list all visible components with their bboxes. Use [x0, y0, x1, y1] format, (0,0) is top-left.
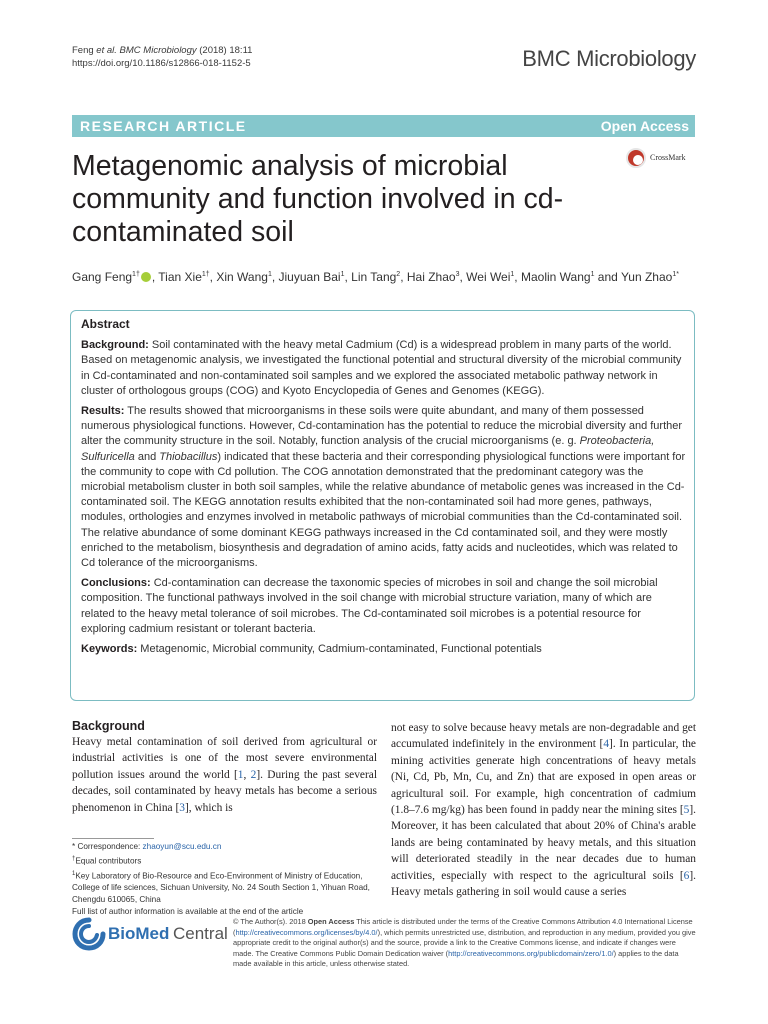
- license-link[interactable]: http://creativecommons.org/licenses/by/4.0/: [235, 927, 378, 937]
- body-right-column: [391, 720, 696, 900]
- abstract-heading: Abstract: [81, 317, 130, 331]
- public-domain-link[interactable]: http://creativecommons.org/publicdomain/zero/1.0/: [448, 948, 614, 958]
- crossmark-icon: [626, 148, 646, 168]
- footnote-divider: [72, 838, 154, 839]
- citation-line: Feng et al. BMC Microbiology (2018) 18:11: [72, 45, 253, 56]
- article-title: Metagenomic analysis of microbial community and function involved in cd-contaminated soil: [72, 150, 564, 248]
- full-author-info-note: Full list of author information is available at the end of the article: [72, 907, 304, 917]
- citation-ref[interactable]: 1: [237, 768, 244, 781]
- author-name: Hai Zhao$^3$: [406, 270, 460, 284]
- orcid-icon[interactable]: [141, 272, 151, 282]
- doi-link[interactable]: https://doi.org/10.1186/s12866-018-1152-5: [72, 58, 251, 69]
- correspondence-email[interactable]: zhaoyun@scu.edu.cn: [142, 842, 222, 851]
- citation-ref[interactable]: 2: [250, 768, 257, 781]
- author-name: Wei Wei$^1$: [466, 270, 515, 284]
- footnotes: [72, 841, 377, 918]
- journal-brand: BMC Microbiology: [522, 46, 696, 71]
- journal-name: BMC Microbiology: [119, 45, 197, 56]
- author-name: Maolin Wang$^1$: [520, 270, 595, 284]
- author-list: Gang Feng$^{1\dagger}$ , Tian Xie$^{1\dagger}$, Xin Wang$^1$, Jiuyuan Bai$^1$, Lin Tang$^2$, Hai Zhao$^3$, Wei Wei$^1$, Maolin Wang$^1$ and Yun Zhao$^{1*}$: [72, 270, 679, 284]
- abstract-keywords: Keywords: Metagenomic, Microbial community, Cadmium-contaminated, Functional potentials: [81, 643, 542, 656]
- license-statement: © The Author(s). 2018 Open Access This article is distributed under the terms of the Creative Commons Attribution 4.0 International License (http://creativecommons.org/licenses/by/4.0/), which permits unrestricted use, distribution, and reproduction in any medium, provided you give appropriate credit to the original author(s) and the source, provide a link to the Creative Commons license, and indicate if changes were made. The Creative Commons Public Domain Dedication waiver (http://creativecommons.org/publicdomain/zero/1.0/) applies to the data made available in this article, unless otherwise stated.: [233, 917, 696, 969]
- citation-header: [72, 44, 252, 70]
- author-name: Jiuyuan Bai$^1$: [278, 270, 345, 284]
- citation-ref[interactable]: 5: [683, 804, 690, 817]
- body-left-column: [72, 718, 377, 816]
- equal-contributors-note: †Equal contributors: [72, 856, 142, 866]
- logo-text-central: Central: [173, 924, 228, 943]
- author-name: Yun Zhao$^{1*}$: [620, 270, 679, 284]
- author-name: Tian Xie$^{1\dagger}$: [158, 270, 210, 284]
- author-name: Gang Feng$^{1\dagger}$: [72, 270, 152, 284]
- article-type-label: RESEARCH ARTICLE: [80, 118, 247, 134]
- abstract-conclusions: Conclusions: Cd-contamination can decrease the taxonomic species of microbes in soil and change the soil microbial composition. The functional pathways involved in the soil change with microbial structure variation, many of which are related to the heavy metal tolerance of soil microbes. The Cd-contaminated soil microbes is a potential resource for exploring cadmium resistant or tolerant bacteria.: [81, 577, 658, 635]
- abstract-results: Results: The results showed that microorganisms in these soils were quite abundant, and many of them possessed numerous physiological functions. However, Cd-contamination has the potential to reduce the microbial diversity and further alter the community structure in the soil. Notably, function analysis of the crucial microorganisms (e. g. Proteobacteria, Sulfuricella and Thiobacillus) indicated that these bacteria and their corresponding physiological functions were important for the community to cope with Cd pollution. The COG annotation demonstrated that the predominant category was the microbial metabolism cluster in both soil samples, while the relative abundance of metabolic genes was increased in the Cd-contaminated soil. The KEGG annotation results exhibited that the non-contaminated soil had more genes, pathways, modules, orthologies and enzymes involved in metabolic pathways of microbial communities than the Cd-contaminated soil. The relative abundance of some dominant KEGG pathways increased in the Cd contaminated soil, and they were mostly enriched to the metabolism, biosynthesis and degradation of amino acids, fatty acids and nucleotides, which was related to Cd tolerance of the microorganisms.: [81, 405, 686, 570]
- section-heading-background: Background: [72, 719, 145, 733]
- author-name: Xin Wang$^1$: [216, 270, 272, 284]
- crossmark-label: CrossMark: [650, 153, 686, 162]
- body-paragraph: Heavy metal contamination of soil derived from agricultural or industrial activities is one of the most severe environmental pollution issues around the world [1, 2]. During the past several decades, soil contaminated by heavy metals has become a serious phenomenon in China [3], which is: [72, 736, 377, 814]
- biomed-central-logo: [72, 917, 228, 951]
- biomed-central-icon: [72, 917, 106, 951]
- open-access-label: Open Access: [600, 118, 689, 134]
- citation-ref[interactable]: 4: [603, 738, 610, 751]
- correspondence-note: * Correspondence: zhaoyun@scu.edu.cn: [72, 842, 222, 851]
- citation-ref[interactable]: 6: [683, 869, 690, 882]
- crossmark-button[interactable]: [626, 148, 696, 170]
- body-paragraph: not easy to solve because heavy metals are non-degradable and get accumulated indefinitely in the environment [4]. In particular, the mining activities generate high concentrations of heavy metals (Ni, Cd, Pb, Mn, Cu, and Zn) that are exposed in open areas or agricultural soil. For example, high concentration of cadmium (1.8–7.6 mg/kg) has been found in paddy near the mining sites [5]. Moreover, it has been calculated that about 20% of China's arable lands are being contaminated by heavy metals, and this situation will deteriorated steadily in the near decades due to human activities, especially with respect to the agricultural soils [6]. Heavy metals gathering in soil would cause a series: [391, 722, 696, 899]
- affiliation-note: $^1$Key Laboratory of Bio-Resource and Eco-Environment of Ministry of Education, College of life sciences, Sichuan University, No. 24 South Section 1, Yihuan Road, Chengdu 610065, China: [72, 870, 370, 905]
- article-type-banner: [72, 115, 695, 137]
- citation-ref[interactable]: 3: [179, 801, 185, 814]
- author-name: Lin Tang$^2$: [351, 270, 401, 284]
- abstract-background: Background: Soil contaminated with the heavy metal Cadmium (Cd) is a widespread problem in many parts of the world. Based on metagenomic analysis, we investigated the functional potential and structural diversity of the microbial community in Cd-contaminated and non-contaminated soil samples and we explored the associated metabolic pathway network in cluster of orthologous groups (COG) and Kyoto Encyclopedia of Genes and Genomes (KEGG).: [81, 339, 682, 397]
- logo-text-biomed: BioMed: [108, 924, 170, 943]
- abstract-box: [70, 310, 695, 701]
